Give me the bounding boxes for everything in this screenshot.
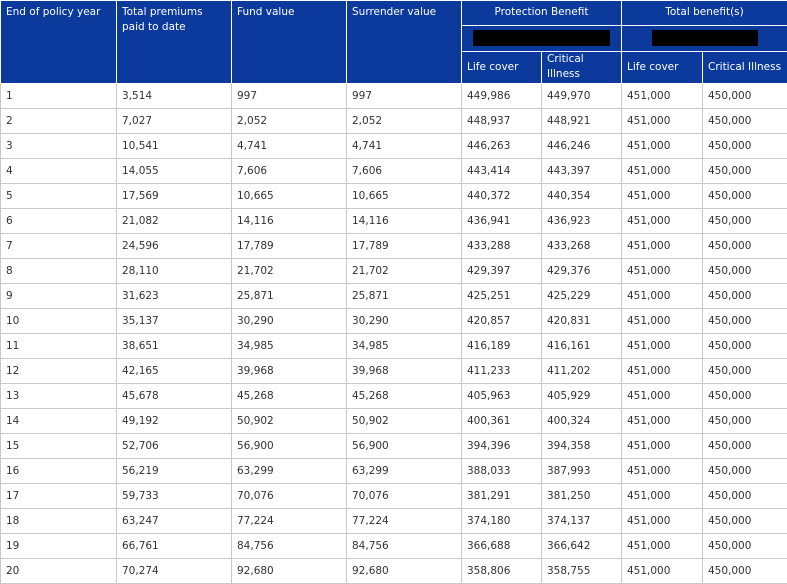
cell-protection-life-cover: 416,189	[462, 333, 542, 358]
cell-surrender-value: 70,076	[347, 483, 462, 508]
cell-surrender-value: 7,606	[347, 158, 462, 183]
cell-protection-life-cover: 420,857	[462, 308, 542, 333]
cell-protection-critical-illness: 405,929	[542, 383, 622, 408]
cell-total-life-cover: 451,000	[622, 358, 703, 383]
cell-fund-value: 70,076	[232, 483, 347, 508]
cell-protection-life-cover: 443,414	[462, 158, 542, 183]
cell-total-critical-illness: 450,000	[703, 483, 787, 508]
table-row	[1, 383, 787, 408]
cell-year: 8	[1, 258, 117, 283]
cell-protection-critical-illness: 429,376	[542, 258, 622, 283]
cell-protection-critical-illness: 400,324	[542, 408, 622, 433]
cell-premiums: 52,706	[117, 433, 232, 458]
table-body	[1, 83, 787, 583]
cell-total-critical-illness: 450,000	[703, 508, 787, 533]
cell-total-life-cover: 451,000	[622, 558, 703, 583]
cell-fund-value: 77,224	[232, 508, 347, 533]
table-row	[1, 233, 787, 258]
cell-fund-value: 39,968	[232, 358, 347, 383]
table-row	[1, 83, 787, 108]
cell-year: 4	[1, 158, 117, 183]
cell-premiums: 63,247	[117, 508, 232, 533]
cell-total-critical-illness: 450,000	[703, 158, 787, 183]
cell-premiums: 38,651	[117, 333, 232, 358]
cell-surrender-value: 14,116	[347, 208, 462, 233]
cell-total-life-cover: 451,000	[622, 233, 703, 258]
cell-year: 13	[1, 383, 117, 408]
cell-total-life-cover: 451,000	[622, 433, 703, 458]
cell-surrender-value: 63,299	[347, 458, 462, 483]
cell-surrender-value: 84,756	[347, 533, 462, 558]
cell-year: 17	[1, 483, 117, 508]
cell-premiums: 17,569	[117, 183, 232, 208]
cell-premiums: 45,678	[117, 383, 232, 408]
cell-year: 5	[1, 183, 117, 208]
cell-premiums: 14,055	[117, 158, 232, 183]
cell-premiums: 49,192	[117, 408, 232, 433]
cell-protection-critical-illness: 381,250	[542, 483, 622, 508]
table-row	[1, 283, 787, 308]
header-total-life-cover: Life cover	[622, 52, 703, 83]
table-row	[1, 158, 787, 183]
cell-protection-life-cover: 366,688	[462, 533, 542, 558]
cell-fund-value: 45,268	[232, 383, 347, 408]
cell-total-life-cover: 451,000	[622, 183, 703, 208]
cell-total-life-cover: 451,000	[622, 308, 703, 333]
cell-surrender-value: 34,985	[347, 333, 462, 358]
cell-protection-life-cover: 405,963	[462, 383, 542, 408]
cell-fund-value: 997	[232, 83, 347, 108]
cell-surrender-value: 45,268	[347, 383, 462, 408]
table-header	[1, 1, 787, 84]
cell-year: 11	[1, 333, 117, 358]
cell-total-life-cover: 451,000	[622, 108, 703, 133]
header-total-critical-illness: Critical Illness	[703, 52, 787, 83]
cell-fund-value: 63,299	[232, 458, 347, 483]
cell-total-critical-illness: 450,000	[703, 533, 787, 558]
cell-total-critical-illness: 450,000	[703, 408, 787, 433]
total-redaction-cell	[622, 26, 787, 52]
cell-protection-critical-illness: 374,137	[542, 508, 622, 533]
cell-protection-life-cover: 374,180	[462, 508, 542, 533]
cell-surrender-value: 77,224	[347, 508, 462, 533]
cell-premiums: 28,110	[117, 258, 232, 283]
cell-total-critical-illness: 450,000	[703, 183, 787, 208]
cell-year: 9	[1, 283, 117, 308]
redaction-bar	[473, 30, 610, 46]
cell-total-critical-illness: 450,000	[703, 83, 787, 108]
cell-surrender-value: 4,741	[347, 133, 462, 158]
cell-protection-critical-illness: 440,354	[542, 183, 622, 208]
cell-protection-life-cover: 448,937	[462, 108, 542, 133]
header-total-benefits: Total benefit(s)	[622, 1, 787, 26]
cell-premiums: 10,541	[117, 133, 232, 158]
cell-fund-value: 30,290	[232, 308, 347, 333]
cell-premiums: 56,219	[117, 458, 232, 483]
cell-protection-life-cover: 394,396	[462, 433, 542, 458]
cell-protection-life-cover: 411,233	[462, 358, 542, 383]
cell-protection-life-cover: 429,397	[462, 258, 542, 283]
table-row	[1, 358, 787, 383]
table-row	[1, 408, 787, 433]
table-row	[1, 458, 787, 483]
cell-premiums: 21,082	[117, 208, 232, 233]
cell-premiums: 42,165	[117, 358, 232, 383]
cell-total-life-cover: 451,000	[622, 533, 703, 558]
cell-surrender-value: 30,290	[347, 308, 462, 333]
cell-fund-value: 2,052	[232, 108, 347, 133]
cell-fund-value: 17,789	[232, 233, 347, 258]
table-row	[1, 533, 787, 558]
table-row	[1, 208, 787, 233]
cell-protection-critical-illness: 366,642	[542, 533, 622, 558]
table-row	[1, 258, 787, 283]
cell-total-critical-illness: 450,000	[703, 383, 787, 408]
cell-year: 16	[1, 458, 117, 483]
cell-year: 2	[1, 108, 117, 133]
cell-fund-value: 14,116	[232, 208, 347, 233]
cell-surrender-value: 997	[347, 83, 462, 108]
cell-total-critical-illness: 450,000	[703, 108, 787, 133]
cell-fund-value: 56,900	[232, 433, 347, 458]
cell-surrender-value: 25,871	[347, 283, 462, 308]
cell-protection-life-cover: 358,806	[462, 558, 542, 583]
cell-year: 18	[1, 508, 117, 533]
cell-protection-life-cover: 433,288	[462, 233, 542, 258]
cell-total-life-cover: 451,000	[622, 508, 703, 533]
cell-protection-critical-illness: 411,202	[542, 358, 622, 383]
cell-total-life-cover: 451,000	[622, 133, 703, 158]
cell-total-critical-illness: 450,000	[703, 558, 787, 583]
cell-total-critical-illness: 450,000	[703, 233, 787, 258]
cell-fund-value: 92,680	[232, 558, 347, 583]
header-protection-life-cover: Life cover	[462, 52, 542, 83]
cell-protection-life-cover: 400,361	[462, 408, 542, 433]
table-row	[1, 333, 787, 358]
cell-surrender-value: 56,900	[347, 433, 462, 458]
cell-fund-value: 50,902	[232, 408, 347, 433]
table-row	[1, 483, 787, 508]
cell-year: 1	[1, 83, 117, 108]
cell-premiums: 59,733	[117, 483, 232, 508]
cell-year: 15	[1, 433, 117, 458]
cell-year: 12	[1, 358, 117, 383]
cell-protection-life-cover: 425,251	[462, 283, 542, 308]
cell-protection-critical-illness: 446,246	[542, 133, 622, 158]
header-fund-value: Fund value	[232, 1, 347, 84]
cell-year: 20	[1, 558, 117, 583]
cell-total-critical-illness: 450,000	[703, 283, 787, 308]
table-row	[1, 308, 787, 333]
cell-year: 19	[1, 533, 117, 558]
cell-total-life-cover: 451,000	[622, 408, 703, 433]
cell-total-life-cover: 451,000	[622, 258, 703, 283]
header-total-premiums: Total premiums paid to date	[117, 1, 232, 84]
cell-premiums: 24,596	[117, 233, 232, 258]
cell-protection-critical-illness: 433,268	[542, 233, 622, 258]
table-row	[1, 508, 787, 533]
cell-surrender-value: 92,680	[347, 558, 462, 583]
cell-total-critical-illness: 450,000	[703, 333, 787, 358]
header-protection-benefit: Protection Benefit	[462, 1, 622, 26]
cell-total-critical-illness: 450,000	[703, 208, 787, 233]
cell-protection-life-cover: 440,372	[462, 183, 542, 208]
cell-protection-life-cover: 388,033	[462, 458, 542, 483]
cell-total-critical-illness: 450,000	[703, 358, 787, 383]
cell-protection-critical-illness: 449,970	[542, 83, 622, 108]
cell-fund-value: 34,985	[232, 333, 347, 358]
cell-total-life-cover: 451,000	[622, 283, 703, 308]
table-row	[1, 183, 787, 208]
cell-surrender-value: 10,665	[347, 183, 462, 208]
cell-premiums: 7,027	[117, 108, 232, 133]
cell-premiums: 66,761	[117, 533, 232, 558]
cell-total-critical-illness: 450,000	[703, 458, 787, 483]
protection-redaction-cell	[462, 26, 622, 52]
cell-fund-value: 25,871	[232, 283, 347, 308]
cell-total-life-cover: 451,000	[622, 458, 703, 483]
cell-protection-critical-illness: 448,921	[542, 108, 622, 133]
cell-surrender-value: 21,702	[347, 258, 462, 283]
table-row	[1, 558, 787, 583]
cell-fund-value: 21,702	[232, 258, 347, 283]
cell-protection-life-cover: 381,291	[462, 483, 542, 508]
cell-protection-critical-illness: 420,831	[542, 308, 622, 333]
cell-year: 7	[1, 233, 117, 258]
cell-total-life-cover: 451,000	[622, 483, 703, 508]
cell-total-critical-illness: 450,000	[703, 258, 787, 283]
cell-surrender-value: 50,902	[347, 408, 462, 433]
cell-total-life-cover: 451,000	[622, 158, 703, 183]
cell-protection-critical-illness: 358,755	[542, 558, 622, 583]
cell-year: 10	[1, 308, 117, 333]
cell-year: 3	[1, 133, 117, 158]
cell-premiums: 70,274	[117, 558, 232, 583]
header-end-of-policy-year: End of policy year	[1, 1, 117, 84]
redaction-bar	[652, 30, 758, 46]
cell-protection-life-cover: 436,941	[462, 208, 542, 233]
cell-protection-critical-illness: 436,923	[542, 208, 622, 233]
table-row	[1, 433, 787, 458]
header-protection-critical-illness: Critical Illness	[542, 52, 622, 83]
cell-protection-critical-illness: 443,397	[542, 158, 622, 183]
table-row	[1, 108, 787, 133]
cell-total-life-cover: 451,000	[622, 333, 703, 358]
cell-protection-critical-illness: 416,161	[542, 333, 622, 358]
cell-total-critical-illness: 450,000	[703, 133, 787, 158]
cell-fund-value: 84,756	[232, 533, 347, 558]
cell-protection-critical-illness: 387,993	[542, 458, 622, 483]
cell-premiums: 3,514	[117, 83, 232, 108]
cell-total-life-cover: 451,000	[622, 383, 703, 408]
cell-total-critical-illness: 450,000	[703, 433, 787, 458]
cell-total-life-cover: 451,000	[622, 83, 703, 108]
cell-fund-value: 4,741	[232, 133, 347, 158]
cell-protection-life-cover: 446,263	[462, 133, 542, 158]
cell-premiums: 35,137	[117, 308, 232, 333]
cell-total-critical-illness: 450,000	[703, 308, 787, 333]
cell-protection-critical-illness: 425,229	[542, 283, 622, 308]
table-row	[1, 133, 787, 158]
cell-year: 14	[1, 408, 117, 433]
cell-premiums: 31,623	[117, 283, 232, 308]
cell-surrender-value: 17,789	[347, 233, 462, 258]
cell-year: 6	[1, 208, 117, 233]
header-surrender-value: Surrender value	[347, 1, 462, 84]
cell-surrender-value: 2,052	[347, 108, 462, 133]
cell-surrender-value: 39,968	[347, 358, 462, 383]
cell-fund-value: 7,606	[232, 158, 347, 183]
cell-protection-critical-illness: 394,358	[542, 433, 622, 458]
cell-protection-life-cover: 449,986	[462, 83, 542, 108]
cell-total-life-cover: 451,000	[622, 208, 703, 233]
cell-fund-value: 10,665	[232, 183, 347, 208]
